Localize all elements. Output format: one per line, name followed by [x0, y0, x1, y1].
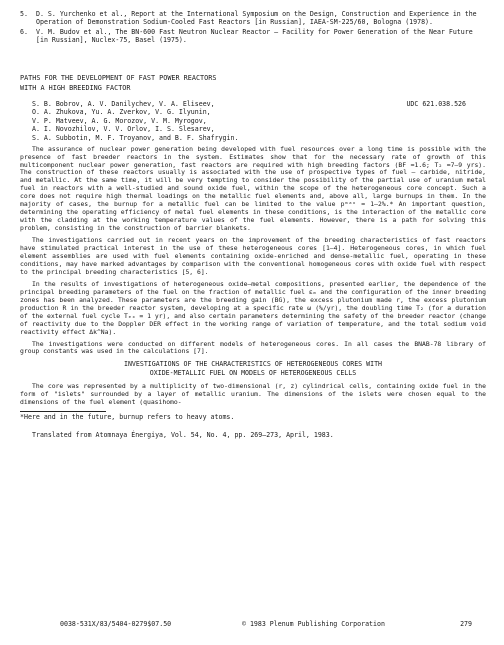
copyright-notice: © 1983 Plenum Publishing Corporation	[242, 620, 385, 628]
author-line: V. P. Matveev, A. G. Morozov, V. M. Myrogov,	[32, 116, 207, 125]
reference-text: D. S. Yurchenko et al., Report at the International Symposium on the Design, Construction and Experience in the Operation of Demonstration Sodium-Cooled Fast Reactors [in Russian], IAEA-SM-225/60, Bologna (1978).	[36, 10, 477, 27]
reference-item	[20, 10, 486, 27]
reference-number: 6.	[20, 27, 28, 36]
body-paragraph: The core was represented by a multiplicity of two-dimensional (r, z) cylindrical cells, containing oxide fuel in the form of "islets" surrounded by a layer of metallic uranium. The dimensions of the islets were chosen equal to the dimensions of the fuel element (quasihomo-	[20, 382, 486, 407]
body-paragraph: The investigations were conducted on different models of heterogeneous cores. In all cases the BNAB-78 library of group constants was used in the calculations [7].	[20, 339, 486, 356]
udc-code: UDC 621.038.526	[406, 99, 466, 108]
author-line: S. B. Bobrov, A. V. Danilychev, V. A. Eliseev,	[32, 99, 215, 108]
author-line: A. I. Novozhilov, V. V. Orlov, I. S. Slesarev,	[32, 125, 215, 134]
section-heading	[20, 360, 486, 378]
publication-code: 0038-531X/83/5404-0279$07.50	[60, 620, 172, 628]
article-title	[20, 73, 486, 93]
body-paragraph: The investigations carried out in recent years on the improvement of the breeding characteristics of fast reactors have stimulated practical interest in the use of these heterogeneous cores [1–4]. Heterogeneous cores, in which fuel element assemblies are used with fuel elements containing oxide-enriched and dense-metallic fuel, operating in these conditions, may have marked advantages by comparison with the conventional homogeneous cores with oxide fuel with respect to the principal breeding characteristics [5, 6].	[20, 236, 486, 276]
reference-text: V. M. Budov et al., The BN-600 Fast Neutron Nuclear Reactor — Facility for Power Generation of the Near Future [in Russian], Nuclex-75, Basel (1975).	[36, 27, 473, 45]
article-body	[20, 146, 486, 408]
author-block	[20, 100, 486, 143]
page-number: 279	[460, 620, 472, 628]
footnote-divider	[20, 411, 106, 412]
journal-page	[20, 10, 486, 628]
reference-number: 5.	[20, 10, 28, 18]
reference-list	[20, 10, 486, 45]
article-title-line: WITH A HIGH BREEDING FACTOR	[20, 83, 131, 92]
article-title-line: PATHS FOR THE DEVELOPMENT OF FAST POWER REACTORS	[20, 73, 217, 82]
body-paragraph: In the results of investigations of heterogeneous oxide–metal compositions, presented earlier, the dependence of the principal breeding parameters of the fuel on the fraction of metallic fuel εₘ and the configuration of the inner breeding zones has been analyzed. These parameters are the breeding gain (BG), the excess plutonium made r, the excess plutonium production R in the breeder reactor system, developing at a specific rate ω (%/yr), the doubling time T₂ (for a duration of the external fuel cycle Tₑₓ = 1 yr), and also certain parameters determining the safety of the breeder reactor (change of reactivity due to the Doppler DER effect in the working range of variation of temperature, and the total sodium void reactivity effect Δk^Na).	[20, 279, 486, 336]
footnote: *Here and in the future, burnup refers to heavy atoms.	[20, 413, 235, 422]
body-paragraph: The assurance of nuclear power generation being developed with fuel resources over a long time is possible with the presence of fast breeder reactors in the system. Estimates show that for the necessary rate of growth of this multicomponent nuclear power generation, fast reactors are required with high breeding factors (BF ≈1.6; T₂ ≈7–9 yrs). The construction of these reactors usually is associated with the use of prospective types of fuel — carbide, nitride, and metallic. At the same time, it will be very tempting to consider the possibility of the partial use of uranium metal fuel in reactors with a well-studied and sound oxide fuel, within the scope of the heterogeneous core concept. Such a core does not require high thermal loadings on the metallic fuel elements and, above all, large burnups in them. In the majority of cases, the burnup for a metallic fuel can be limited to the value pᵐᵃˣ ≈ 1–2%.* An important question, determining the operating efficiency of metal fuel elements in these conditions, is the interaction of the metallic core with the cladding at the working temperature values of the fuel elements. However, there is a path for solving this problem, consisting in the construction of barrier blankets.	[20, 144, 486, 233]
reference-item	[20, 28, 486, 45]
section-heading-line: INVESTIGATIONS OF THE CHARACTERISTICS OF HETEROGENEOUS CORES WITH	[123, 360, 383, 369]
section-heading-line: OXIDE-METALLIC FUEL ON MODELS OF HETEROGENEOUS CELLS	[149, 369, 357, 378]
author-line: O. A. Zhukova, Yu. A. Zverkov, V. G. Ilyunin,	[32, 108, 211, 117]
translation-note: Translated from Atomnaya Énergiya, Vol. 54, No. 4, pp. 269–273, April, 1983.	[32, 431, 334, 440]
author-line: S. A. Subbotin, M. F. Troyanov, and B. F. Shafrygin.	[32, 134, 239, 142]
